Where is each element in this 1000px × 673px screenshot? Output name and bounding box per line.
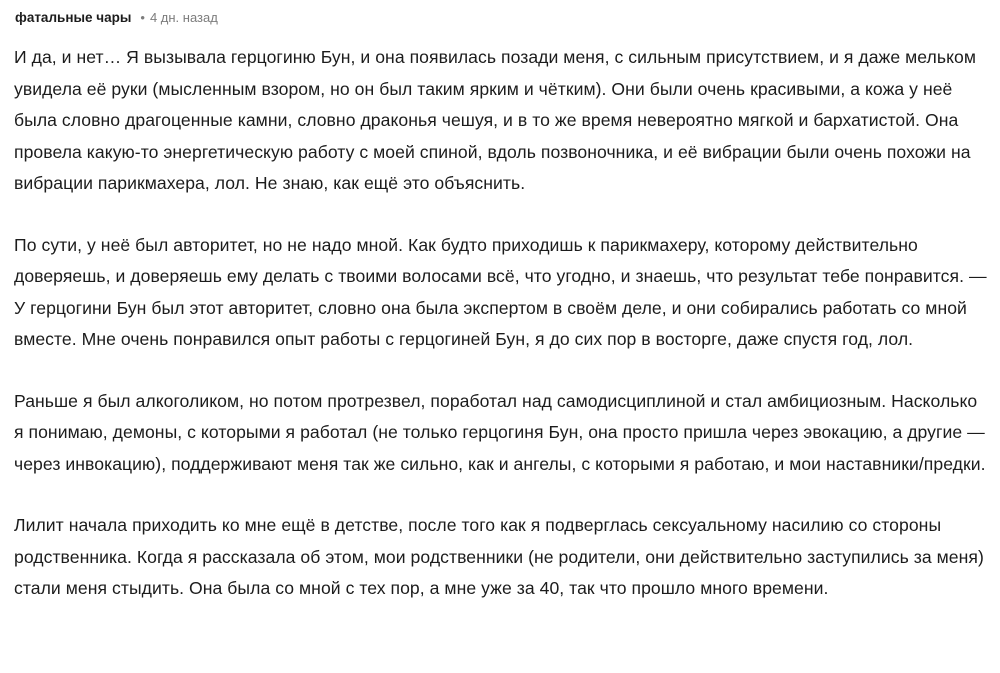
comment-meta (15, 6, 218, 28)
comment-body (14, 42, 989, 605)
comment-paragraph: Лилит начала приходить ко мне ещё в детстве, после того как я подверглась сексуальному насилию со стороны родственника. Когда я рассказала об этом, мои родственники (не родители, они действительно заступились за меня) стали меня стыдить. Она была со мной с тех пор, а мне уже за 40, так что прошло много времени. (14, 515, 984, 598)
timestamp[interactable]: 4 дн. назад (149, 9, 218, 25)
comment-paragraph: Раньше я был алкоголиком, но потом протрезвел, поработал над самодисциплиной и стал амбициозным. Насколько я понимаю, демоны, с которыми я работал (не только герцогиня Бун, она просто пришла через эвокацию, а другие — через инвокацию), поддерживают меня так же сильно, как и ангелы, с которыми я работаю, и мои наставники/предки. (14, 390, 986, 474)
comment-paragraph: И да, и нет… Я вызывала герцогиню Бун, и она появилась позади меня, с сильным присутствием, и я даже мельком увидела её руки (мысленным взором, но он был таким ярким и чётким). Они были очень красивыми, а кожа у неё была словно драгоценные камни, словно драконья чешуя, и в то же время невероятно мягкой и бархатистой. Она провела какую-то энергетическую работу с моей спиной, вдоль позвоночника, и её вибрации были очень похожи на вибрации парикмахера, лол. Не знаю, как ещё это объяснить. (14, 47, 977, 193)
separator-dot: • (140, 9, 145, 25)
comment-paragraph: По сути, у неё был авторитет, но не надо мной. Как будто приходишь к парикмахеру, которому действительно доверяешь, и доверяешь ему делать с твоими волосами всё, что угодно, и знаешь, что результат тебе понравится. — У герцогини Бун был этот авторитет, словно она была экспертом в своём деле, и они собирались работать со мной вместе. Мне очень понравился опыт работы с герцогиней Бун, я до сих пор в восторге, даже спустя год, лол. (14, 234, 987, 349)
author-username[interactable]: фатальные чары (15, 9, 132, 25)
